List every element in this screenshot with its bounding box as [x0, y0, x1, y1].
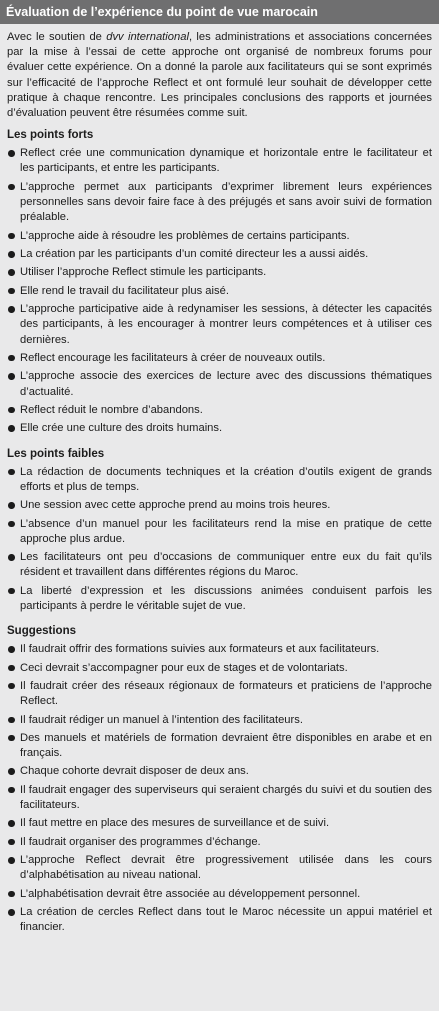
list-item: La création par les participants d’un comité directeur les a aussi aidés. — [7, 247, 432, 262]
list-item: Utiliser l’approche Reflect stimule les participants. — [7, 265, 432, 280]
heading-suggestions: Suggestions — [7, 625, 77, 638]
list-item: La rédaction de documents techniques et la création d’outils exigent de grands efforts et plus de temps. — [7, 465, 432, 495]
list-item: Chaque cohorte devrait disposer de deux ans. — [7, 764, 432, 779]
list-item: L’approche participative aide à redynamiser les sessions, à détecter les capacités des participants, à les encourager à montrer leurs compétences et à utiliser ces dernières. — [7, 302, 432, 348]
list-item: L’approche permet aux participants d’exprimer librement leurs expériences personnelles sans devoir faire face à des préjugés et sans avoir suivi de formation préalable. — [7, 180, 432, 226]
intro-after: , les administrations et associations concernées par la mise à l’essai de cette approche ont organisé de nombreux forums pour évaluer cette expérience. On a donné la parole aux facilitateurs qui se sont exprimés sur l’efficacité de l’approche Reflect et ont formulé leur souhait de développer cette pratique à chaque rencontre. Les principales conclusions des rapports et journées d’évaluation peuvent être résumées comme suit. — [7, 31, 432, 120]
list-points-forts — [7, 146, 432, 436]
intro-before: Avec le soutien de — [7, 31, 107, 43]
list-item: La liberté d’expression et les discussions animées conduisent parfois les participants à perdre le véritable sujet de vue. — [7, 584, 432, 614]
list-item: Reflect encourage les facilitateurs à créer de nouveaux outils. — [7, 351, 432, 366]
list-item: L’approche Reflect devrait être progressivement utilisée dans les cours d’alphabétisation au niveau national. — [7, 853, 432, 883]
list-item: L’approche aide à résoudre les problèmes de certains participants. — [7, 229, 432, 244]
list-item: Il faudrait organiser des programmes d’échange. — [7, 835, 432, 850]
list-item: L’approche associe des exercices de lecture avec des discussions thématiques d’actualité. — [7, 369, 432, 399]
list-item: Des manuels et matériels de formation devraient être disponibles en arabe et en français. — [7, 731, 432, 761]
list-item: Il faudrait créer des réseaux régionaux de formateurs et praticiens de l’approche Reflect. — [7, 679, 432, 709]
heading-points-faibles: Les points faibles — [7, 447, 105, 460]
list-item: Il faudrait rédiger un manuel à l’intention des facilitateurs. — [7, 713, 432, 728]
list-suggestions — [7, 642, 432, 936]
list-item: Reflect crée une communication dynamique et horizontale entre le facilitateur et les participants, et entre les participants. — [7, 146, 432, 176]
list-item: Il faut mettre en place des mesures de surveillance et de suivi. — [7, 816, 432, 831]
list-item: Il faudrait offrir des formations suivies aux formateurs et aux facilitateurs. — [7, 642, 432, 657]
list-item: Elle rend le travail du facilitateur plus aisé. — [7, 284, 432, 299]
box-content — [0, 24, 439, 936]
list-item: L’absence d’un manuel pour les facilitateurs rend la mise en pratique de cette approche plus ardue. — [7, 517, 432, 547]
list-points-faibles — [7, 465, 432, 615]
list-item: Les facilitateurs ont peu d’occasions de communiquer entre eux du fait qu’ils résident et travaillent dans différentes régions du Maroc. — [7, 550, 432, 580]
list-item: Une session avec cette approche prend au moins trois heures. — [7, 498, 432, 513]
list-item: Il faudrait engager des superviseurs qui seraient chargés du suivi et du soutien des facilitateurs. — [7, 783, 432, 813]
intro-organization: dvv international — [106, 31, 189, 43]
list-item: Reflect réduit le nombre d’abandons. — [7, 403, 432, 418]
list-item: Elle crée une culture des droits humains. — [7, 421, 432, 436]
list-item: Ceci devrait s’accompagner pour eux de stages et de volontariats. — [7, 661, 432, 676]
list-item: La création de cercles Reflect dans tout le Maroc nécessite un appui matériel et financier. — [7, 905, 432, 935]
heading-points-forts: Les points forts — [7, 129, 94, 142]
box-title: Évaluation de l’expérience du point de vue marocain — [0, 0, 439, 24]
list-item: L’alphabétisation devrait être associée au développement personnel. — [7, 887, 432, 902]
intro-paragraph — [7, 30, 432, 121]
